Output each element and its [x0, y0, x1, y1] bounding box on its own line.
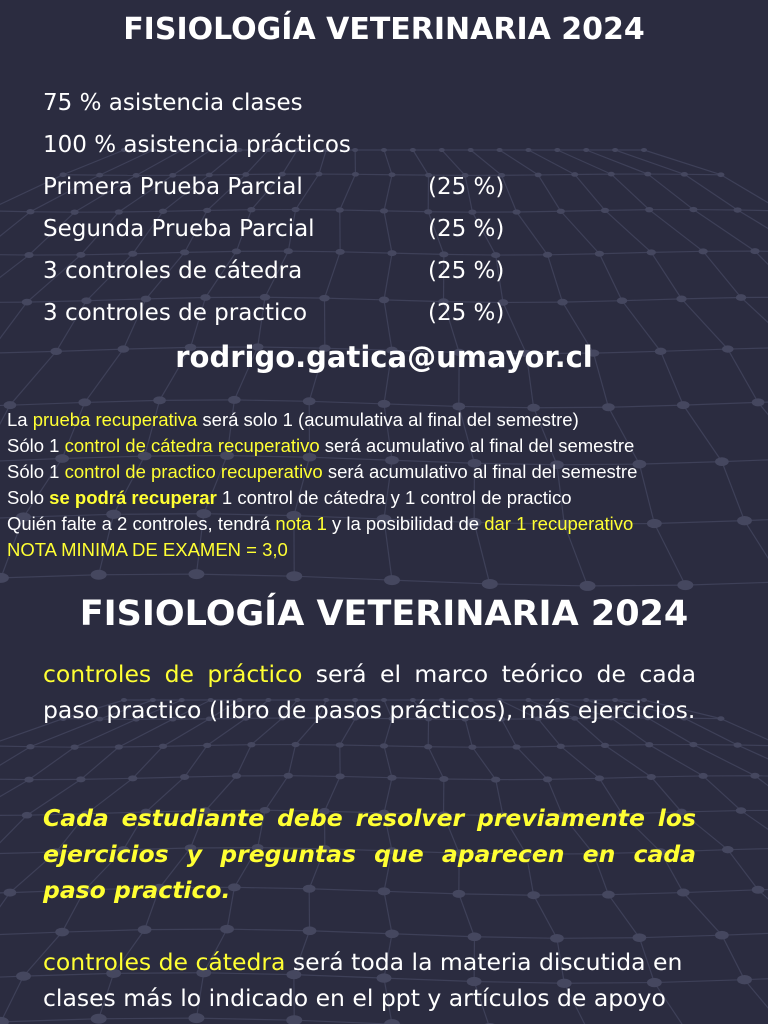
contact-email[interactable]: rodrigo.gatica@umayor.cl — [175, 340, 593, 374]
rule-highlight: control de practico recuperativo — [64, 461, 323, 482]
requirement-label: Primera Prueba Parcial — [43, 174, 303, 200]
rule-highlight: control de cátedra recuperativo — [64, 435, 320, 456]
rule-text: Sólo 1 — [7, 461, 65, 482]
rule-text: será solo 1 (acumulativa al final del semestre) — [197, 409, 579, 430]
rule-line — [7, 485, 767, 511]
requirement-percent: (25 %) — [428, 174, 505, 200]
requirement-row — [43, 292, 663, 334]
practice-controls-highlight: controles de práctico — [43, 660, 303, 688]
requirement-row — [43, 82, 663, 124]
rule-text: Quién falte a 2 controles, tendrá — [7, 513, 276, 534]
rule-line — [7, 537, 767, 563]
rule-highlight: se podrá recuperar — [49, 487, 217, 508]
rule-text: La — [7, 409, 33, 430]
requirement-row — [43, 124, 663, 166]
requirement-label: 100 % asistencia prácticos — [43, 132, 351, 158]
requirement-label: 75 % asistencia clases — [43, 90, 303, 116]
rule-line — [7, 407, 767, 433]
rule-text: Solo — [7, 487, 50, 508]
rule-line — [7, 433, 767, 459]
rule-text: será acumulativo al final del semestre — [319, 435, 635, 456]
paragraph-text: será el marco teórico de cada paso practico (libro de pasos prácticos), más ejercicios. — [43, 660, 697, 724]
rule-text: 1 control de cátedra y 1 control de practico — [216, 487, 572, 508]
requirement-row — [43, 208, 663, 250]
rules-list — [7, 407, 767, 563]
rule-line — [7, 459, 767, 485]
slide-2-title: FISIOLOGÍA VETERINARIA 2024 — [79, 594, 689, 634]
requirement-percent: (25 %) — [428, 258, 505, 284]
chair-controls-highlight: controles de cátedra — [43, 948, 286, 976]
requirement-label: 3 controles de practico — [43, 300, 308, 326]
requirement-row — [43, 166, 663, 208]
practice-controls-paragraph — [43, 656, 696, 728]
chair-controls-paragraph — [43, 944, 696, 1016]
minimum-grade-text: NOTA MINIMA DE EXAMEN = 3,0 — [7, 539, 288, 560]
rule-highlight: prueba recuperativa — [32, 409, 198, 430]
rule-highlight: nota 1 — [275, 513, 327, 534]
paragraph-text: será toda la materia discutida en clases más lo indicado en el ppt y artículos de apoyo — [43, 948, 683, 1012]
requirements-list — [43, 82, 663, 334]
requirement-label: 3 controles de cátedra — [43, 258, 303, 284]
rule-line — [7, 511, 767, 537]
student-instruction-paragraph: Cada estudiante debe resolver previamente los ejercicios y preguntas que aparecen en cada paso practico. — [43, 804, 696, 904]
rule-text: y la posibilidad de — [326, 513, 485, 534]
slide-1-title: FISIOLOGÍA VETERINARIA 2024 — [123, 12, 645, 47]
requirement-label: Segunda Prueba Parcial — [43, 216, 315, 242]
requirement-row — [43, 250, 663, 292]
requirement-percent: (25 %) — [428, 300, 505, 326]
requirement-percent: (25 %) — [428, 216, 505, 242]
slide-2 — [0, 580, 768, 1024]
rule-highlight: dar 1 recuperativo — [484, 513, 634, 534]
rule-text: será acumulativo al final del semestre — [322, 461, 638, 482]
rule-text: Sólo 1 — [7, 435, 65, 456]
